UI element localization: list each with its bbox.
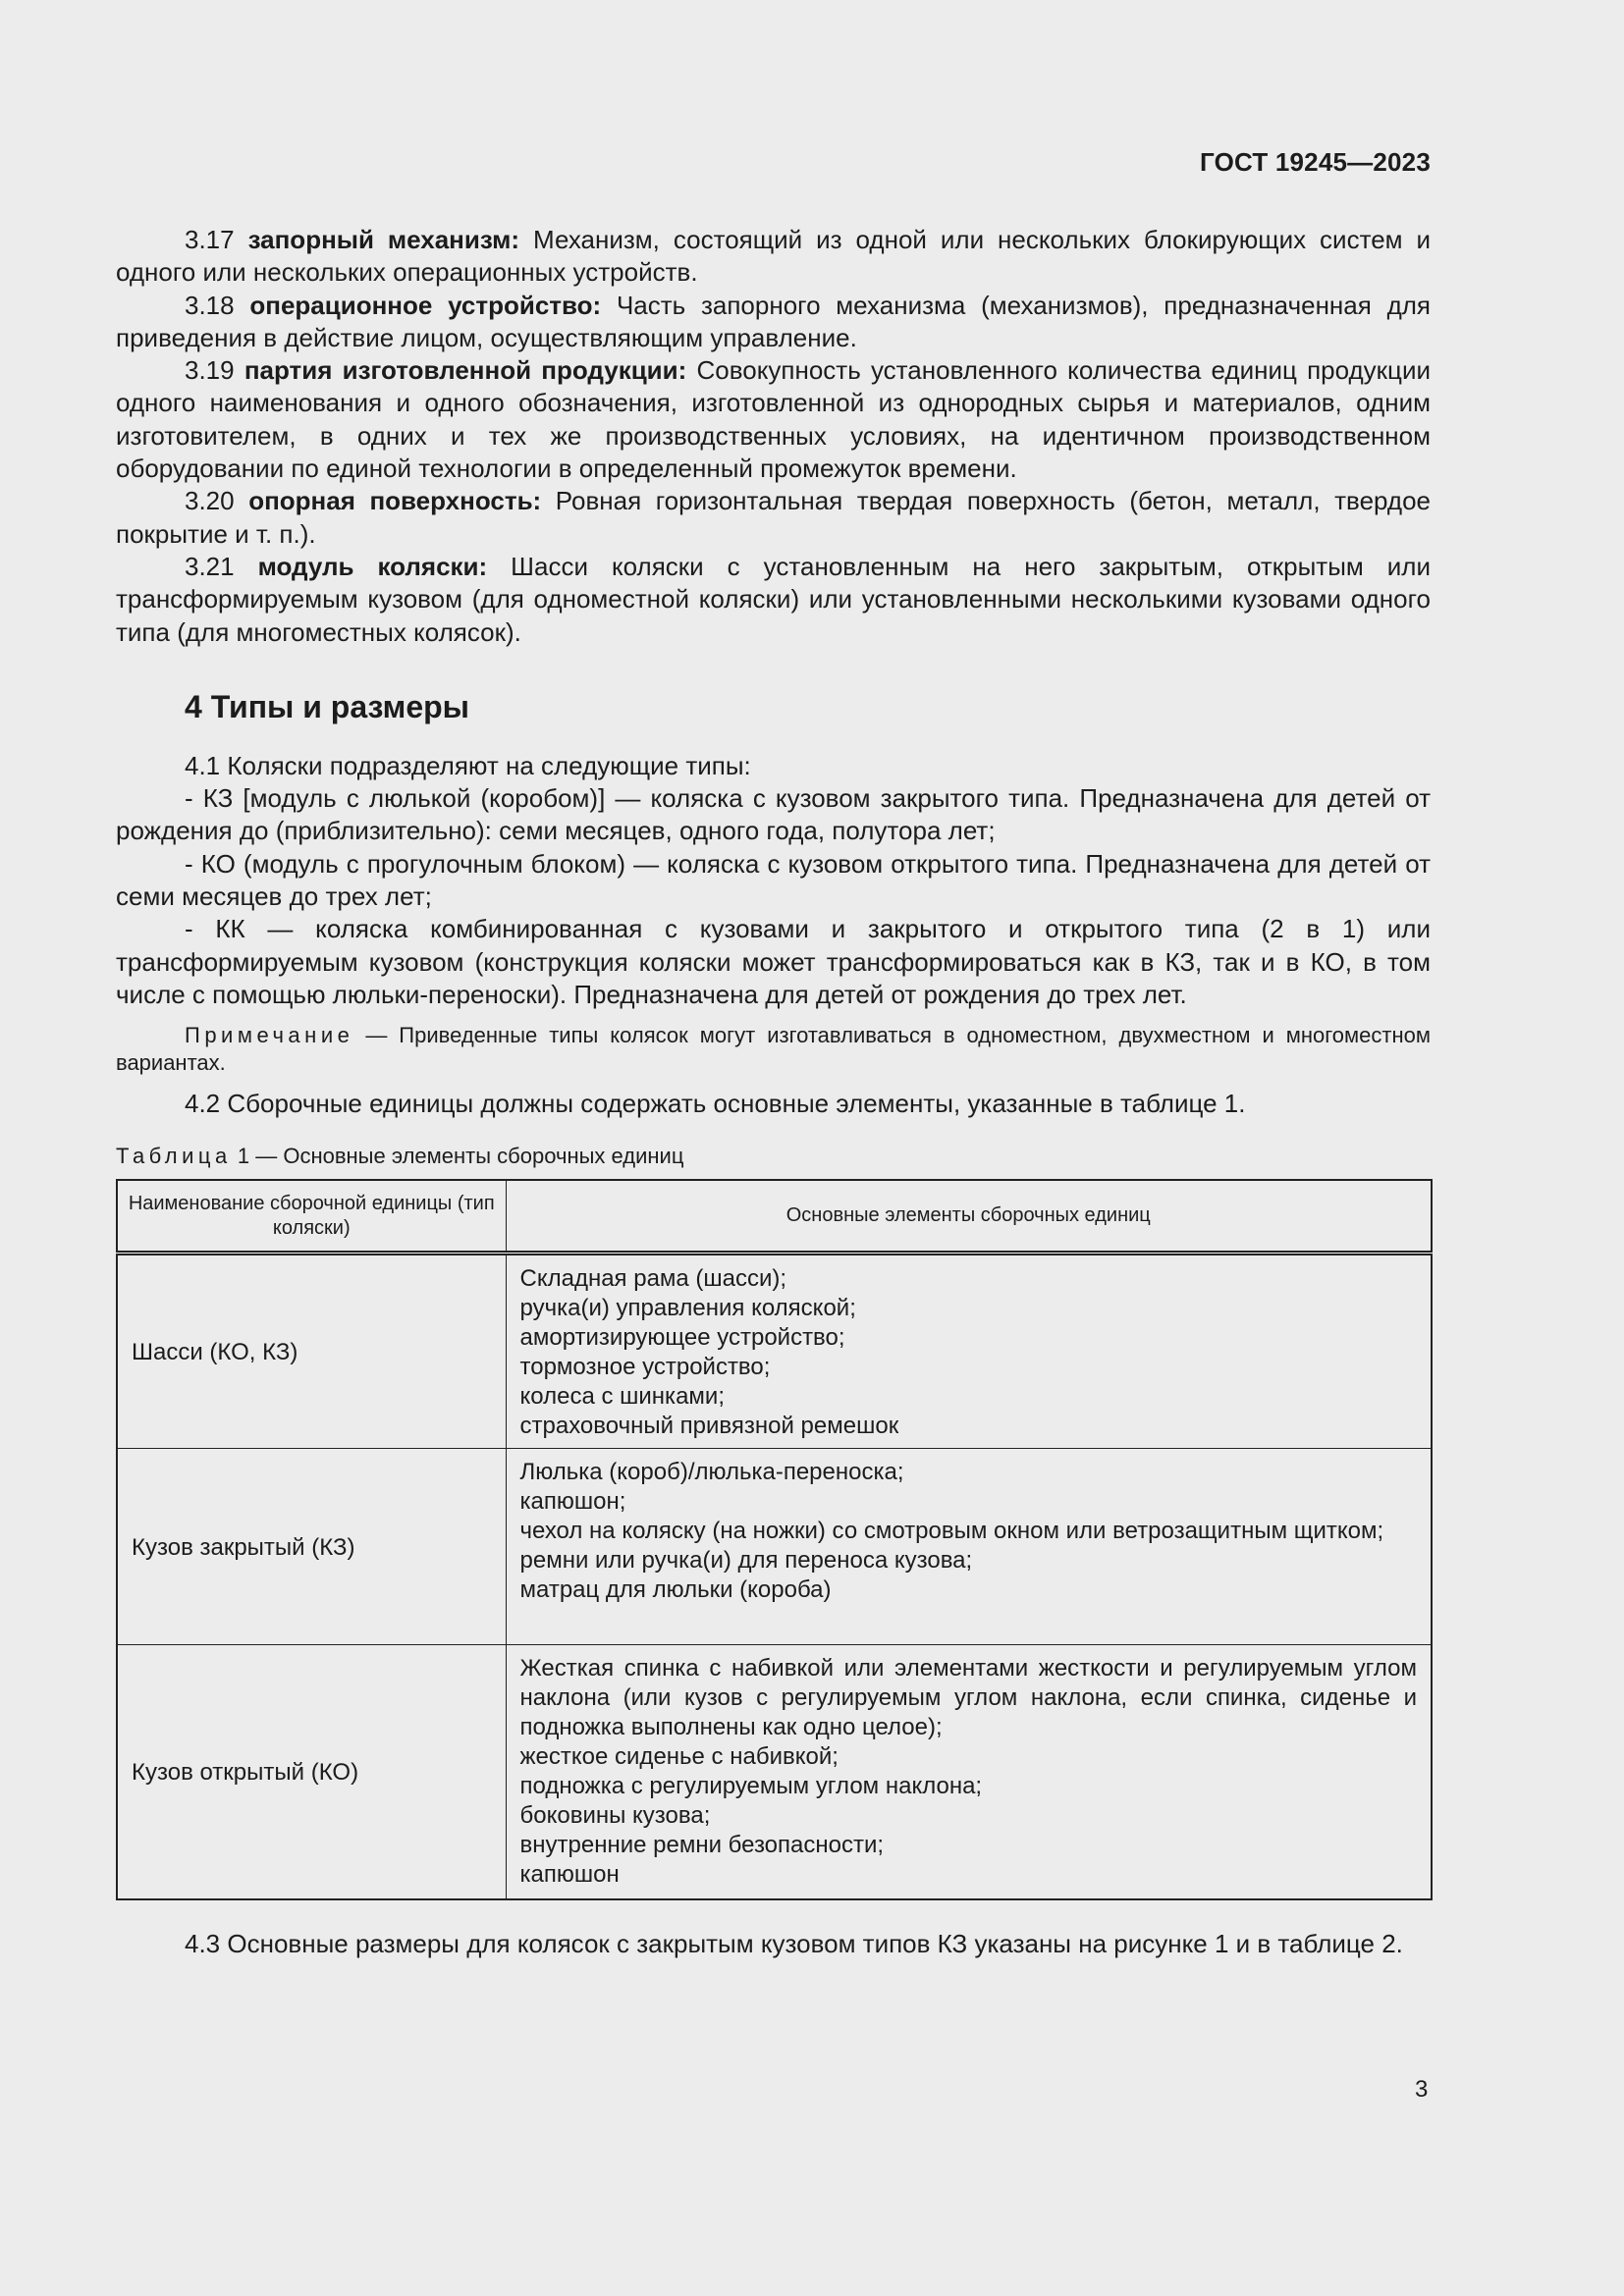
paragraph-4-2: 4.2 Сборочные единицы должны содержать основные элементы, указанные в таблице 1.	[185, 1089, 1246, 1119]
list-item: колеса с шинками;	[519, 1382, 725, 1410]
page-number: 3	[1415, 2076, 1429, 2103]
definition-3-18	[116, 290, 1431, 355]
list-item: чехол на коляску (на ножки) со смотровым окном или ветрозащитным щитком;	[519, 1517, 1384, 1544]
note-text: — Приведенные типы колясок могут изготавливаться в одноместном, двухместном и многоместном вариантах.	[116, 1023, 1431, 1076]
table-cell-unit-name: Кузов закрытый (КЗ)	[117, 1448, 506, 1644]
definition-3-19	[116, 354, 1431, 485]
list-item: тормозное устройство;	[519, 1353, 771, 1380]
type-item-ko: - КО (модуль с прогулочным блоком) — коляска с кузовом открытого типа. Предназначена для детей от семи месяцев до трех лет;	[116, 848, 1431, 912]
assembly-units-table	[116, 1179, 1433, 1901]
section-title: 4 Типы и размеры	[185, 688, 469, 724]
table-row	[117, 1253, 1432, 1448]
list-item: ремни или ручка(и) для переноса кузова;	[519, 1546, 973, 1574]
list-item: внутренние ремни безопасности;	[519, 1831, 885, 1858]
list-item: амортизирующее устройство;	[519, 1323, 845, 1351]
definition-term: запорный механизм:	[247, 225, 520, 254]
table-cell-elements	[506, 1448, 1432, 1644]
paragraph-4-3: 4.3 Основные размеры для колясок с закрытым кузовом типов КЗ указаны на рисунке 1 и в таблице 2.	[185, 1929, 1403, 1959]
definition-term: операционное устройство:	[249, 290, 602, 320]
table-cell-elements	[506, 1644, 1432, 1899]
table-caption-text: 1 — Основные элементы сборочных единиц	[231, 1143, 684, 1168]
definition-text: Механизм, состоящий из одной или нескольких блокирующих систем и одного или нескольких операционных устройств.	[116, 225, 1431, 288]
table-row	[117, 1644, 1432, 1899]
definition-number: 3.19	[185, 355, 235, 386]
table-cell-elements	[506, 1253, 1432, 1448]
table-header-unit-name: Наименование сборочной единицы (тип коляски)	[117, 1180, 506, 1254]
definition-number: 3.18	[185, 290, 235, 320]
paragraph-4-1: 4.1 Коляски подразделяют на следующие типы:	[185, 750, 751, 780]
definition-term: опорная поверхность:	[248, 486, 542, 516]
definition-text: Совокупность установленного количества единиц продукции одного наименования и одного обозначения, изготовленной из однородных сырья и материалов, одним изготовителем, в одних и тех же производственных условиях, на идентичном производственном оборудовании по единой технологии в определенный промежуток времени.	[116, 355, 1431, 484]
definition-number: 3.21	[185, 551, 235, 581]
definition-3-17	[116, 224, 1431, 290]
table-row	[117, 1448, 1432, 1644]
list-item: ручка(и) управления коляской;	[519, 1294, 856, 1321]
table-cell-unit-name: Шасси (КО, КЗ)	[117, 1253, 506, 1448]
list-item: Жесткая спинка с набивкой или элементами жесткости и регулируемым углом наклона (или кузов с регулируемым углом наклона, если спинка, сиденье и подножка выполнены как одно целое);	[519, 1654, 1417, 1740]
list-item: боковины кузова;	[519, 1801, 711, 1829]
document-header: ГОСТ 19245—2023	[1200, 147, 1431, 177]
list-item: страховочный привязной ремешок	[519, 1412, 899, 1439]
list-item: жесткое сиденье с набивкой;	[519, 1742, 839, 1770]
note-label: Примечание	[185, 1023, 354, 1048]
definition-number: 3.17	[185, 225, 235, 254]
list-item: капюшон;	[519, 1487, 626, 1515]
definition-term: модуль коляски:	[257, 551, 488, 581]
list-item: Люлька (короб)/люлька-переноска;	[519, 1458, 904, 1485]
type-item-kk: - КК — коляска комбинированная с кузовами и закрытого и открытого типа (2 в 1) или трансформируемым кузовом (конструкция коляски может трансформироваться как в КЗ, так и в КО, в том числе с помощью люльки-переноски). Предназначена для детей от рождения до трех лет.	[116, 914, 1431, 1009]
table-header-row	[117, 1180, 1432, 1254]
definition-number: 3.20	[185, 486, 235, 516]
table-header-elements: Основные элементы сборочных единиц	[506, 1180, 1432, 1254]
definition-text: Ровная горизонтальная твердая поверхность (бетон, металл, твердое покрытие и т. п.).	[116, 486, 1431, 549]
list-item: Складная рама (шасси);	[519, 1264, 787, 1292]
table-caption	[116, 1143, 1431, 1170]
table-caption-label: Таблица	[116, 1143, 232, 1168]
definition-text: Шасси коляски с установленным на него закрытым, открытым или трансформируемым кузовом (для одноместной коляски) или установленными несколькими кузовами одного типа (для многоместных колясок).	[116, 551, 1431, 647]
list-item: капюшон	[519, 1860, 620, 1888]
definition-3-20	[116, 485, 1431, 551]
definition-term: партия изготовленной продукции:	[244, 355, 687, 386]
type-item-kz: - КЗ [модуль с люлькой (коробом)] — коляска с кузовом закрытого типа. Предназначена для детей от рождения до (приблизительно): семи месяцев, одного года, полутора лет;	[116, 783, 1431, 846]
table-cell-unit-name: Кузов открытый (КО)	[117, 1644, 506, 1899]
note	[116, 1022, 1431, 1077]
list-item: матрац для люльки (короба)	[519, 1575, 832, 1603]
definition-3-21	[116, 551, 1431, 649]
definition-text: Часть запорного механизма (механизмов), предназначенная для приведения в действие лицом, осуществляющим управление.	[116, 290, 1431, 352]
list-item: подножка с регулируемым углом наклона;	[519, 1772, 983, 1799]
page-content	[116, 224, 1431, 1960]
